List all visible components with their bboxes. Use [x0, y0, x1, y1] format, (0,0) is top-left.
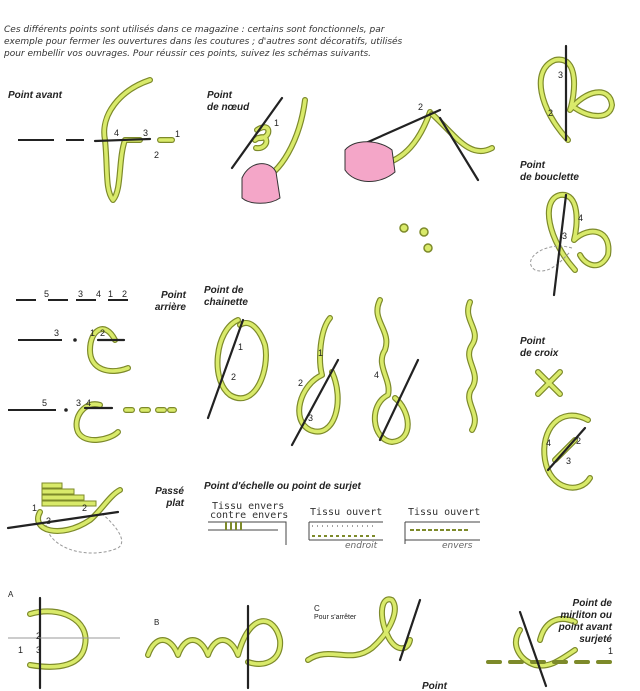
- label-point-bouclette-1: Point: [520, 160, 545, 171]
- number-1: 1: [90, 328, 96, 338]
- label-point-croix-1: Point: [520, 336, 545, 347]
- number-3: 3: [46, 516, 52, 526]
- label-point-croix-2: de croix: [520, 348, 559, 359]
- point-de-croix-diagram: [538, 372, 590, 488]
- number-3: 3: [562, 231, 568, 241]
- number-5: 5: [42, 398, 48, 408]
- number-2: 2: [100, 328, 106, 338]
- label-tissu-ouvert-2: Tissu ouvert: [408, 507, 481, 518]
- number-2: 2: [298, 378, 304, 388]
- number-2: 2: [418, 102, 424, 112]
- label-point-mirliton-1: Point de: [572, 598, 612, 609]
- step-a-diagram: [8, 598, 120, 688]
- point-echelle-diagram: [208, 522, 480, 545]
- number-1: 1: [608, 646, 614, 656]
- number-3: 3: [566, 456, 572, 466]
- label-passe-plat-1: Passé: [155, 486, 184, 497]
- step-c-diagram: [308, 599, 420, 660]
- label-point-mirliton-2: mirliton ou: [560, 610, 612, 621]
- label-point-noeud-1: Point: [207, 90, 232, 101]
- number-1: 1: [318, 348, 324, 358]
- step-letter-a: A: [8, 590, 14, 599]
- label-point-bottom: Point: [422, 681, 447, 691]
- label-point-chainette-2: chainette: [204, 297, 248, 308]
- point-de-noeud-diagram: [232, 98, 492, 252]
- number-4: 4: [374, 370, 380, 380]
- number-2: 2: [576, 436, 582, 446]
- step-letter-c: C: [314, 604, 320, 613]
- label-point-bouclette-2: de bouclette: [520, 172, 579, 183]
- number-1: 1: [274, 118, 280, 128]
- number-4: 4: [546, 438, 552, 448]
- label-point-mirliton-3: point avant: [558, 622, 612, 633]
- intro-line-1: Ces différents points sont utilisés dans ce magazine : certains sont fonctionnels, par: [4, 25, 385, 35]
- step-letter-b: B: [154, 618, 160, 627]
- label-endroit: endroit: [345, 541, 378, 551]
- intro-line-3: pour embellir vos ouvrages. Pour réussir ces points, suivez les schémas suivants.: [4, 49, 372, 59]
- number-3: 3: [308, 413, 314, 423]
- label-point-noeud-2: de nœud: [207, 102, 250, 113]
- passe-plat-diagram: [8, 483, 122, 553]
- number-4: 4: [114, 128, 120, 138]
- number-3: 3: [76, 398, 82, 408]
- label-point-mirliton-4: surjeté: [579, 634, 612, 645]
- number-3: 3: [558, 70, 564, 80]
- number-2: 2: [231, 372, 237, 382]
- number-4: 4: [96, 289, 102, 299]
- number-3: 3: [78, 289, 84, 299]
- label-point-chainette-1: Point de: [204, 285, 244, 296]
- number-2: 2: [548, 108, 554, 118]
- number-1: 1: [238, 342, 244, 352]
- number-5: 5: [44, 289, 50, 299]
- number-3: 3: [54, 328, 60, 338]
- number-3: 3: [143, 128, 149, 138]
- label-tissu-envers: Tissu envers: [212, 501, 285, 512]
- number-2: 2: [154, 150, 160, 160]
- point-arriere-diagram: [8, 300, 174, 440]
- label-envers: envers: [442, 541, 473, 551]
- label-point-arriere-2: arrière: [154, 302, 186, 313]
- point-de-chainette-diagram: [208, 300, 475, 445]
- label-passe-plat-2: plat: [166, 498, 184, 509]
- number-2: 2: [82, 503, 88, 513]
- number-2: 2: [122, 289, 128, 299]
- number-1: 1: [32, 503, 38, 513]
- label-point-arriere-1: Point: [161, 290, 186, 301]
- number-1: 1: [108, 289, 114, 299]
- label-contre-envers: contre envers: [210, 510, 289, 521]
- label-pour-arreter: Pour s'arrêter: [314, 614, 357, 621]
- number-4: 4: [86, 398, 92, 408]
- number-3: 3: [36, 645, 42, 655]
- intro-line-2: exemple pour fermer les ouvertures dans les coutures ; d'autres sont décoratifs, utilisés: [4, 37, 403, 47]
- label-point-avant: Point avant: [8, 90, 62, 101]
- label-tissu-ouvert-1: Tissu ouvert: [310, 507, 383, 518]
- number-1: 1: [175, 129, 181, 139]
- number-1: 1: [18, 645, 24, 655]
- label-point-echelle: Point d'échelle ou point de surjet: [204, 481, 361, 492]
- number-2: 2: [36, 631, 42, 641]
- step-b-diagram: [148, 606, 280, 688]
- number-4: 4: [578, 213, 584, 223]
